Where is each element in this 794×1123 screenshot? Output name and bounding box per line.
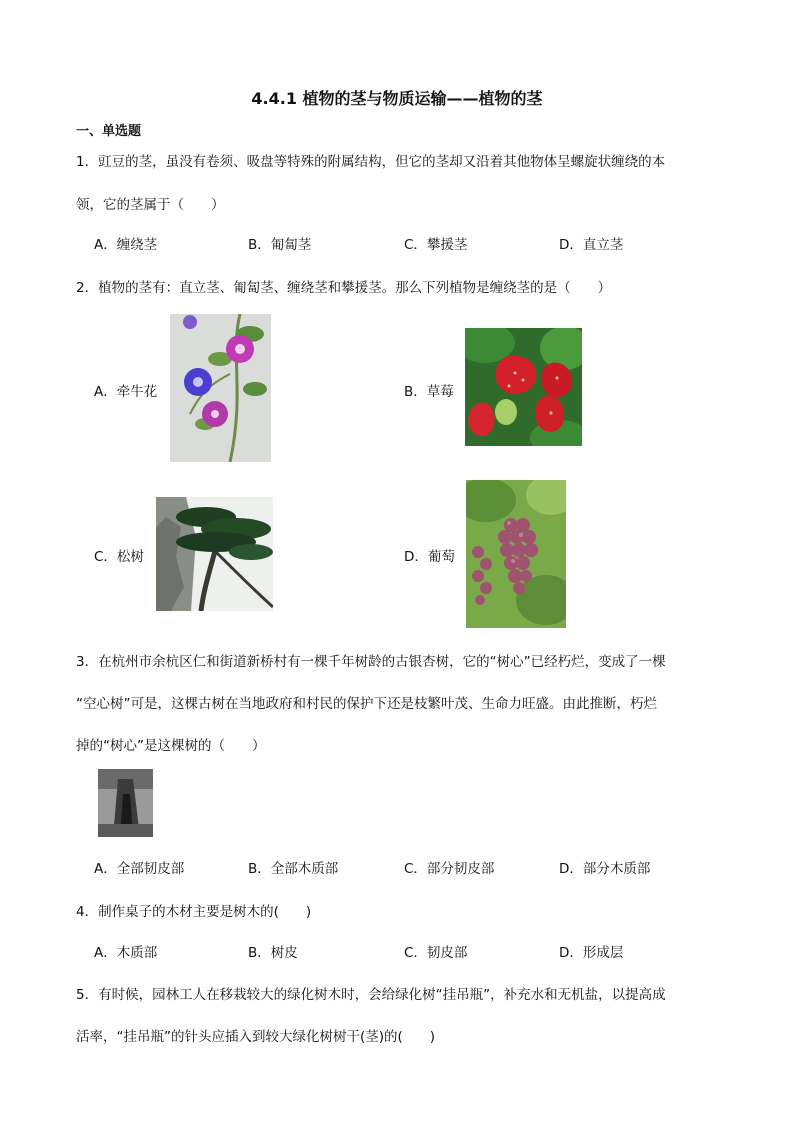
q2-option-b[interactable]: B．草莓 — [404, 384, 454, 400]
q2-stem-line1: 2．植物的茎有：直立茎、匍匐茎、缠绕茎和攀援茎。那么下列植物是缠绕茎的是（ ） — [76, 280, 612, 296]
pine-tree-image — [156, 497, 273, 611]
q1-stem-line2: 领，它的茎属于（ ） — [76, 197, 225, 213]
document-title: 4.4.1 植物的茎与物质运输——植物的茎 — [251, 89, 543, 108]
q3-option-a[interactable]: A．全部韧皮部 — [94, 861, 185, 877]
q2-option-c[interactable]: C．松树 — [94, 549, 144, 565]
q5-stem-line1: 5．有时候，园林工人在移栽较大的绿化树木时，会给绿化树“挂吊瓶”，补充水和无机盐，以提高成 — [76, 987, 666, 1003]
q3-stem-line1: 3．在杭州市余杭区仁和街道新桥村有一棵千年树龄的古银杏树，它的“树心”已经朽烂，变成了一棵 — [76, 654, 666, 670]
q3-stem-line3: 掉的“树心”是这棵树的（ ） — [76, 738, 266, 754]
q4-option-b[interactable]: B．树皮 — [248, 945, 298, 961]
q4-option-c[interactable]: C．韧皮部 — [404, 945, 468, 961]
grape-image — [466, 480, 566, 628]
q4-option-d[interactable]: D．形成层 — [559, 945, 624, 961]
q1-option-d[interactable]: D．直立茎 — [559, 237, 624, 253]
q1-option-c[interactable]: C．攀援茎 — [404, 237, 468, 253]
hollow-tree-image — [98, 769, 153, 837]
strawberry-image — [465, 328, 582, 446]
q1-option-b[interactable]: B．匍匐茎 — [248, 237, 312, 253]
q1-stem-line1: 1．豇豆的茎，虽没有卷须、吸盘等特殊的附属结构，但它的茎却又沿着其他物体呈螺旋状缠绕的本 — [76, 154, 666, 170]
section-heading: 一、单选题 — [76, 124, 142, 139]
q3-option-c[interactable]: C．部分韧皮部 — [404, 861, 495, 877]
q3-option-d[interactable]: D．部分木质部 — [559, 861, 651, 877]
q2-option-d[interactable]: D．葡萄 — [404, 549, 455, 565]
q3-option-b[interactable]: B．全部木质部 — [248, 861, 339, 877]
q1-option-a[interactable]: A．缠绕茎 — [94, 237, 158, 253]
q2-option-a[interactable]: A．牵牛花 — [94, 384, 158, 400]
q4-option-a[interactable]: A．木质部 — [94, 945, 158, 961]
q5-stem-line2: 活率，“挂吊瓶”的针头应插入到较大绿化树树干(茎)的( ) — [76, 1029, 436, 1045]
q3-stem-line2: “空心树”可是，这棵古树在当地政府和村民的保护下还是枝繁叶茂、生命力旺盛。由此推断，朽烂 — [76, 696, 657, 712]
morning-glory-image — [170, 314, 271, 462]
q4-stem-line1: 4．制作桌子的木材主要是树木的( ) — [76, 904, 312, 920]
